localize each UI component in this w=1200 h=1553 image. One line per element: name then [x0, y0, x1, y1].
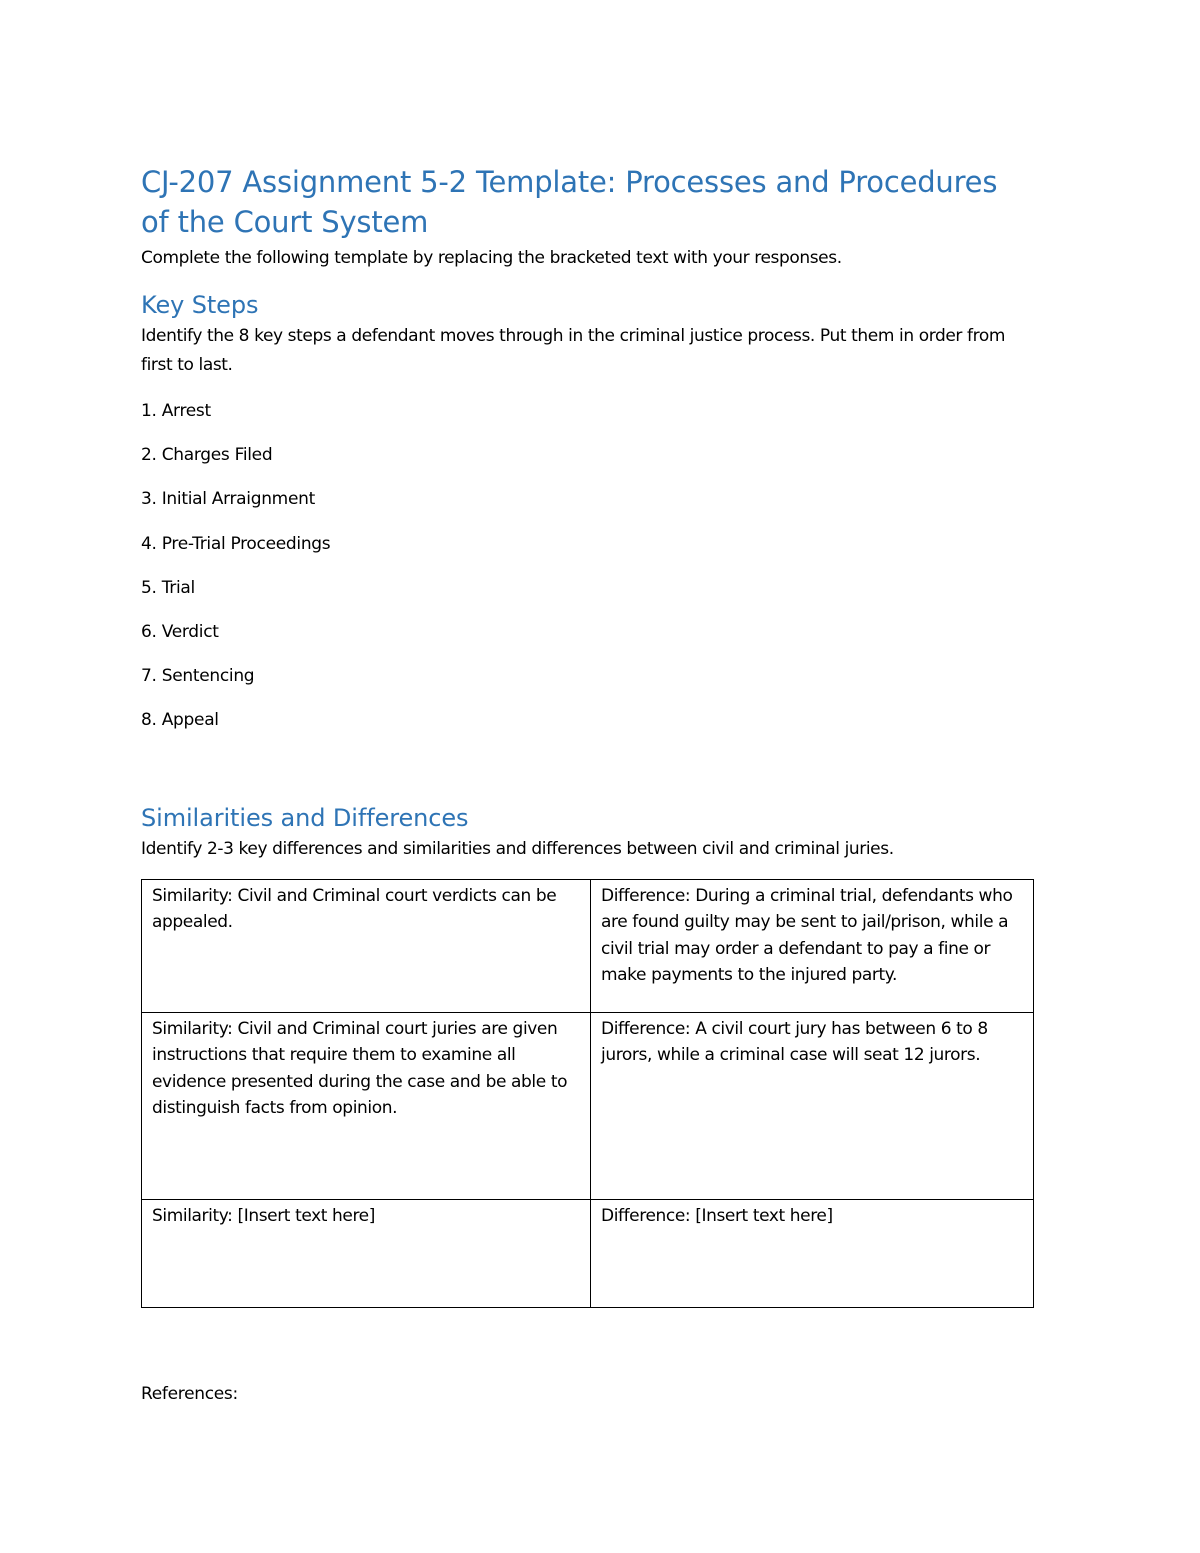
key-steps-instructions: Identify the 8 key steps a defendant moves through in the criminal justice process. Put them in order from first to last. — [141, 326, 1005, 375]
key-steps-heading: Key Steps — [141, 291, 259, 319]
similarity-cell[interactable]: Similarity: Civil and Criminal court verdicts can be appealed. — [142, 879, 591, 1012]
similarity-cell[interactable]: Similarity: [Insert text here] — [142, 1199, 591, 1307]
table-row — [142, 879, 1034, 1012]
similarity-cell[interactable]: Similarity: Civil and Criminal court juries are given instructions that require them to examine all evidence presented during the case and be able to distinguish facts from opinion. — [142, 1012, 591, 1199]
document-page — [141, 162, 1033, 1308]
key-step-item: 5. Trial — [141, 577, 195, 598]
key-step-item: 8. Appeal — [141, 710, 219, 731]
table-row — [142, 1199, 1034, 1307]
similarities-differences-heading: Similarities and Differences — [141, 803, 469, 832]
key-step-item: 3. Initial Arraignment — [141, 489, 315, 510]
similarities-differences-instructions: Identify 2-3 key differences and similarities and differences between civil and criminal juries. — [141, 838, 894, 859]
references-label: References: — [141, 1384, 238, 1404]
difference-cell[interactable]: Difference: [Insert text here] — [591, 1199, 1034, 1307]
key-step-item: 1. Arrest — [141, 401, 211, 421]
difference-cell[interactable]: Difference: A civil court jury has between 6 to 8 jurors, while a criminal case will seat 12 jurors. — [591, 1012, 1034, 1199]
table-row — [142, 1012, 1034, 1199]
key-step-item: 2. Charges Filed — [141, 445, 273, 466]
document-intro: Complete the following template by replacing the bracketed text with your responses. — [141, 248, 842, 268]
key-step-item: 7. Sentencing — [141, 666, 255, 687]
key-steps-list — [141, 398, 1033, 752]
comparison-table — [141, 879, 1034, 1308]
key-step-item: 4. Pre-Trial Proceedings — [141, 533, 331, 554]
difference-cell[interactable]: Difference: During a criminal trial, defendants who are found guilty may be sent to jail/prison, while a civil trial may order a defendant to pay a fine or make payments to the injured party. — [591, 879, 1034, 1012]
key-step-item: 6. Verdict — [141, 621, 219, 642]
document-title: CJ-207 Assignment 5-2 Template: Processes and Procedures of the Court System — [141, 165, 998, 239]
